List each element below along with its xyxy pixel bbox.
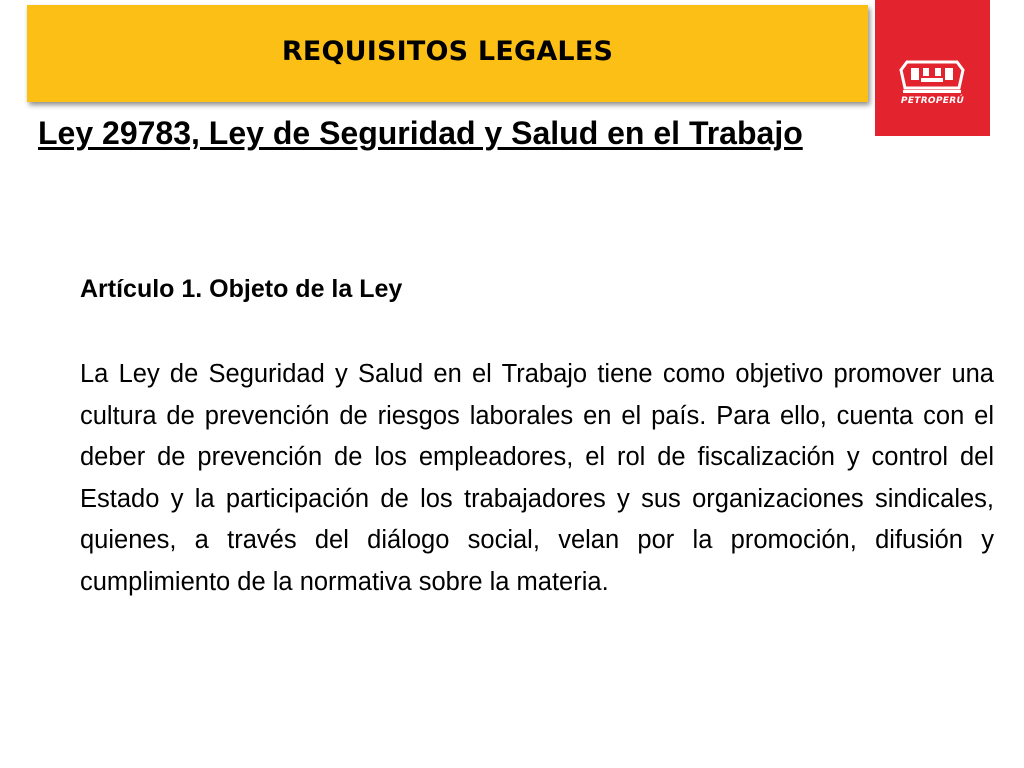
slide-title: REQUISITOS LEGALES	[281, 36, 614, 67]
petroperu-logo-text: PETROPERÚ	[900, 96, 965, 106]
petroperu-emblem-icon	[899, 58, 965, 94]
header-band	[27, 5, 868, 102]
article-body: La Ley de Seguridad y Salud en el Trabajo tiene como objetivo promover una cultura de prevención de riesgos laborales en el país. Para ello, cuenta con el deber de prevención de los empleadores, el rol de fiscalización y control del Estado y la participación de los trabajadores y sus organizaciones sindicales, quienes, a través del diálogo social, velan por la promoción, difusión y cumplimiento de la normativa sobre la materia.	[80, 360, 994, 596]
law-title: Ley 29783, Ley de Seguridad y Salud en el Trabajo	[38, 115, 803, 151]
petroperu-logo	[875, 0, 990, 136]
article-heading: Artículo 1. Objeto de la Ley	[80, 275, 403, 303]
